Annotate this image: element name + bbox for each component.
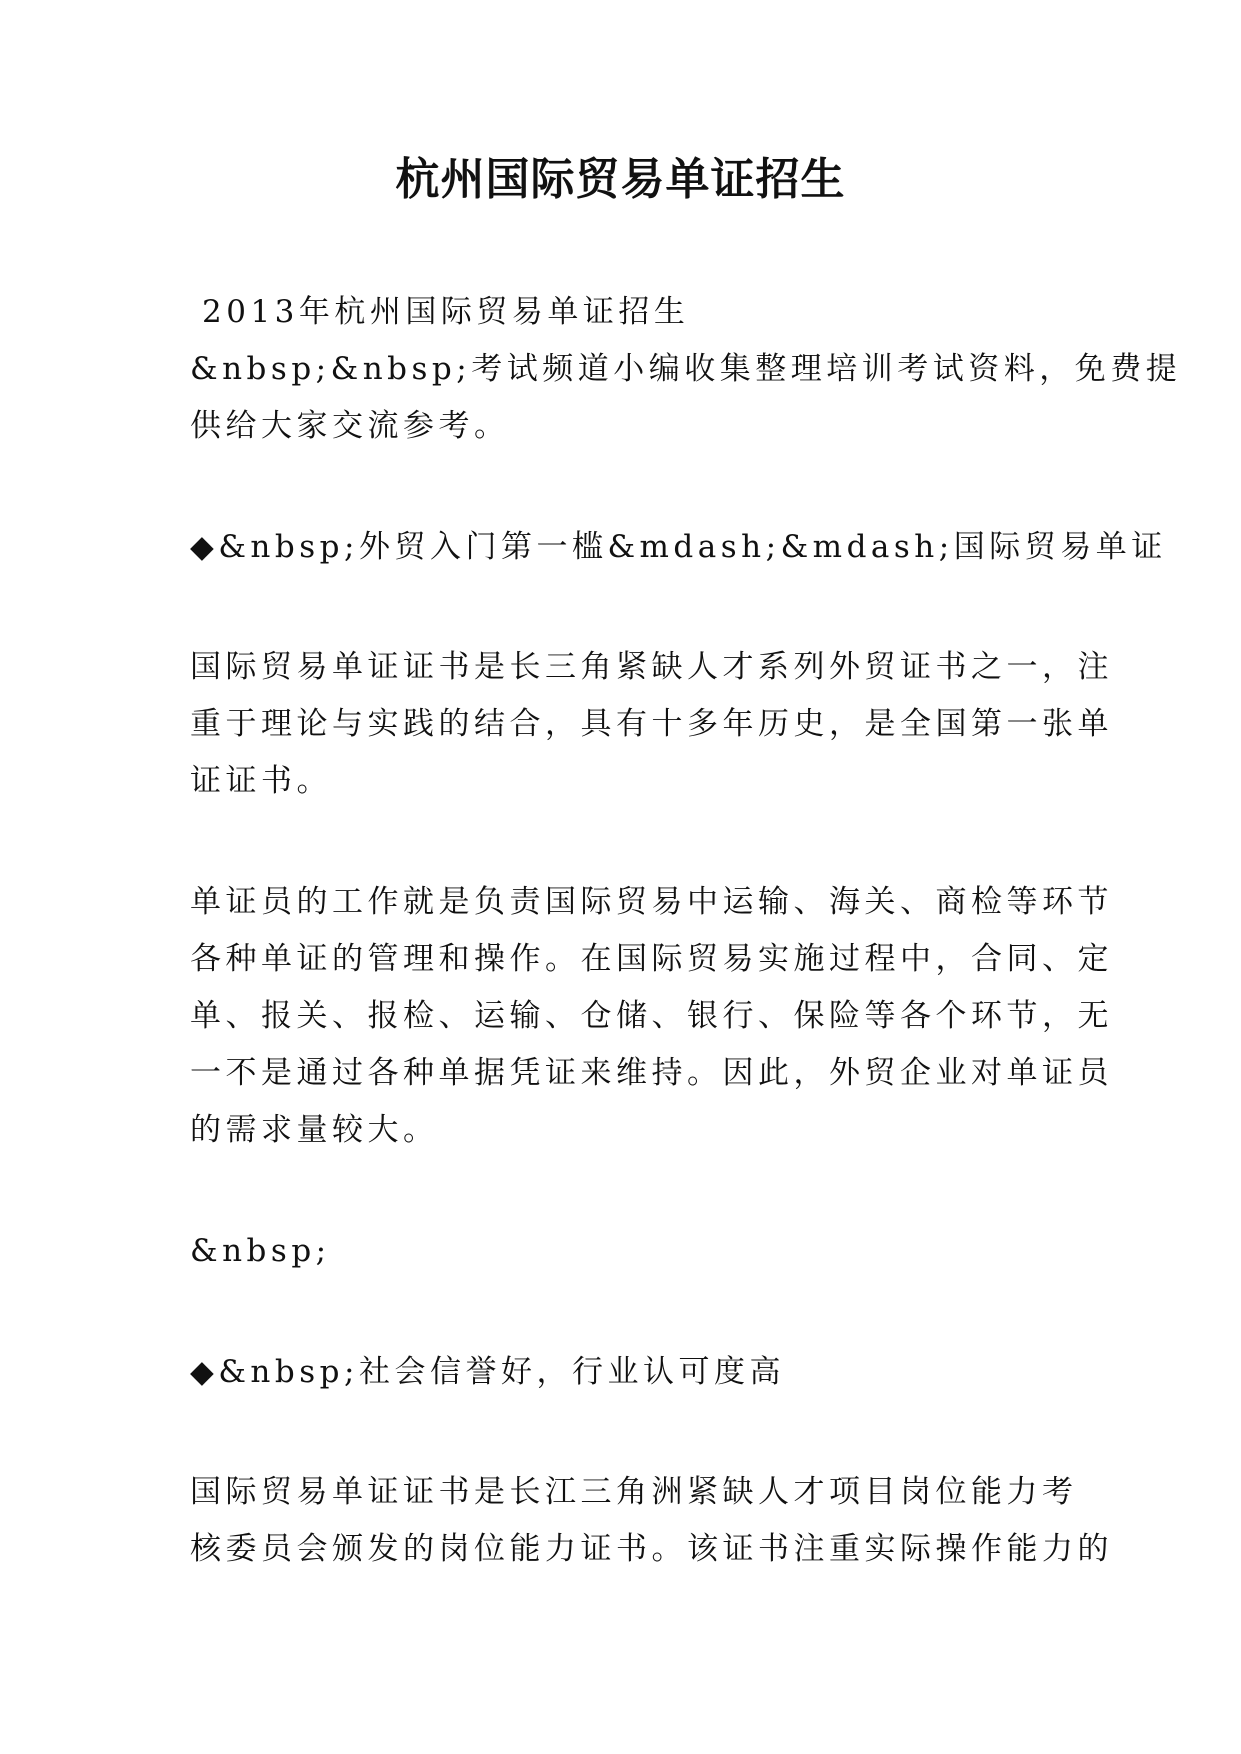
paragraph-1-line-2: 重于理论与实践的结合，具有十多年历史，是全国第一张单 — [190, 706, 1113, 742]
spacer-entity-line: &nbsp; — [190, 1233, 331, 1269]
paragraph-2-line-1: 单证员的工作就是负责国际贸易中运输、海关、商检等环节 — [190, 884, 1113, 920]
paragraph-2-line-3: 单、报关、报检、运输、仓储、银行、保险等各个环节，无 — [190, 998, 1113, 1034]
intro-line-1: 2013年杭州国际贸易单证招生 — [202, 294, 690, 330]
paragraph-3-line-2: 核委员会颁发的岗位能力证书。该证书注重实际操作能力的 — [190, 1531, 1113, 1567]
paragraph-2-line-5: 的需求量较大。 — [190, 1112, 439, 1148]
section-heading-1: ◆&nbsp;外贸入门第一槛&mdash;&mdash;国际贸易单证 — [190, 529, 1167, 565]
intro-line-3: 供给大家交流参考。 — [190, 408, 510, 444]
section-heading-2: ◆&nbsp;社会信誉好，行业认可度高 — [190, 1354, 785, 1390]
paragraph-2-line-2: 各种单证的管理和操作。在国际贸易实施过程中，合同、定 — [190, 941, 1113, 977]
paragraph-2-line-4: 一不是通过各种单据凭证来维持。因此，外贸企业对单证员 — [190, 1055, 1113, 1091]
document-title: 杭州国际贸易单证招生 — [395, 154, 846, 205]
paragraph-3-line-1: 国际贸易单证证书是长江三角洲紧缺人才项目岗位能力考 — [190, 1474, 1078, 1510]
paragraph-1-line-1: 国际贸易单证证书是长三角紧缺人才系列外贸证书之一，注 — [190, 649, 1113, 685]
paragraph-1-line-3: 证证书。 — [190, 763, 332, 799]
intro-line-2: &nbsp;&nbsp;考试频道小编收集整理培训考试资料，免费提 — [190, 351, 1182, 387]
